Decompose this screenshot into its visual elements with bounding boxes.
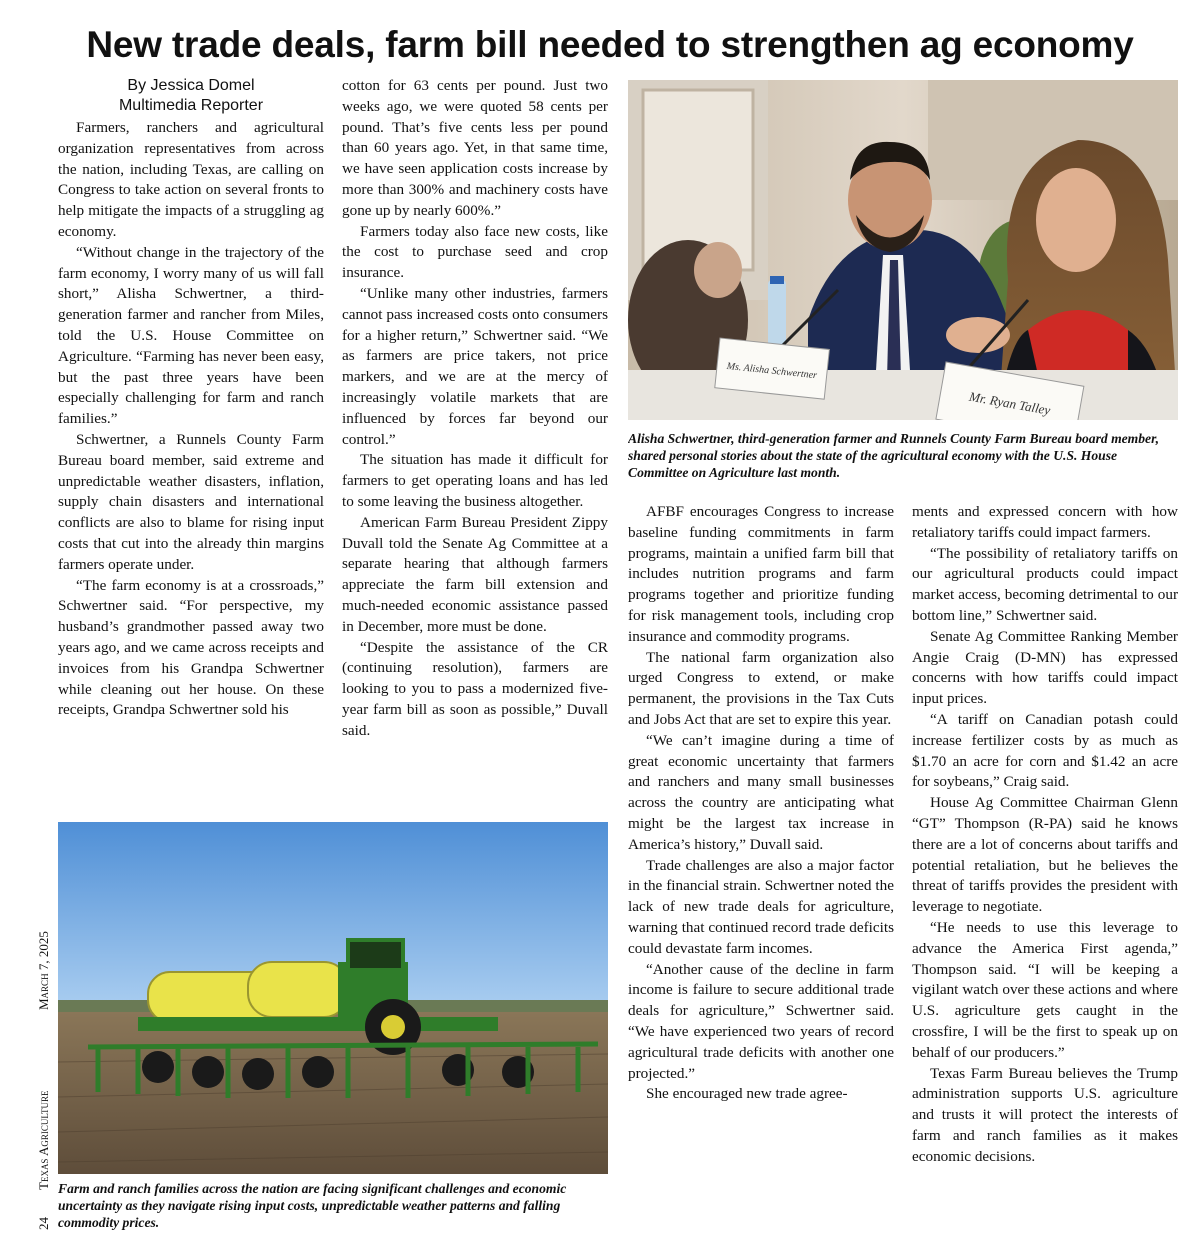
tractor-photo-illustration (58, 822, 608, 1174)
byline (58, 76, 324, 116)
paragraph: Schwertner, a Runnels County Farm Bureau board member, said extreme and unpredictable weather disasters, inflation, supply chain disasters and international conflicts are also to blame for rising input costs that cut into the already thin margins farmers operate under. (58, 430, 324, 573)
paragraph: Farmers today also face new costs, like the cost to purchase seed and crop insurance. (342, 222, 608, 282)
issue-date: March 7, 2025 (36, 931, 51, 1010)
nameplate-schwertner: Ms. Alisha Schwertner (726, 360, 818, 382)
hearing-photo-illustration (628, 80, 1178, 420)
tractor-photo (58, 822, 608, 1174)
paragraph: The national farm organization also urged Congress to extend, or make permanent, the provisions in the Tax Cuts and Jobs Act that are set to expire this year. (628, 648, 894, 728)
byline-title: Multimedia Reporter (118, 97, 264, 114)
paragraph: American Farm Bureau President Zippy Duvall told the Senate Ag Committee at a separate hearing that although farmers appreciate the farm bill extension and much-needed economic assistance passed in December, more must be done. (342, 513, 608, 635)
paragraph: “Another cause of the decline in farm income is failure to secure additional trade deals for agriculture,” Schwertner said. “We have experienced two years of record agricultural trade deficits with another one projected.” (628, 960, 894, 1082)
paragraph: “We can’t imagine during a time of great economic uncertainty that farmers and ranchers and many small businesses across the country are anticipating what might be the largest tax increase in America’s history,” Duvall said. (628, 731, 894, 853)
paragraph: She encouraged new trade agree- (646, 1085, 848, 1103)
paragraph-continued: ments and expressed concern with how retaliatory tariffs could impact farmers. (912, 503, 1178, 541)
paragraph: The situation has made it difficult for farmers to get operating loans and has led to some leaving the business altogether. (342, 451, 608, 510)
article-column-2 (342, 76, 608, 818)
byline-name: By Jessica Domel (127, 77, 255, 94)
paragraph: AFBF encourages Congress to increase baseline funding commitments in farm programs, maintain a unified farm bill that includes nutrition programs and farm programs together and prioritize funding for risk management tools, including crop insurance and commodity programs. (628, 503, 894, 645)
paragraph: House Ag Committee Chairman Glenn “GT” Thompson (R-PA) said he knows there are a lot of concerns about tariffs and potential retaliation, but he believes the threat of tariffs provides the president with leverage to negotiate. (912, 794, 1178, 916)
article-column-1 (58, 118, 324, 818)
publication-name: Texas Agriculture (36, 1090, 51, 1190)
paragraph: Texas Farm Bureau believes the Trump administration supports U.S. agriculture and trusts it will protect the interests of farm and ranch families as it makes economic decisions. (912, 1064, 1178, 1165)
paragraph: “The possibility of retaliatory tariffs on our agricultural products could impact market access, becoming detrimental to our bottom line,” Schwertner said. (912, 544, 1178, 624)
paragraph: Senate Ag Committee Ranking Member Angie Craig (D-MN) has expressed concerns with how tariffs could impact input prices. (912, 627, 1178, 708)
paragraph: “Despite the assistance of the CR (continuing resolution), farmers are looking to you to pass a modernized five-year farm bill as soon as possible,” Duvall said. (342, 638, 608, 739)
paragraph: Trade challenges are also a major factor in the financial strain. Schwertner noted the lack of new trade deals for agriculture, warning that continued record trade deficits could devastate farm incomes. (628, 856, 894, 957)
nameplate-talley: Mr. Ryan Talley (968, 388, 1052, 418)
tractor-photo-caption: Farm and ranch families across the nation are facing significant challenges and economic uncertainty as they navigate rising input costs, unpredictable weather patterns and falling commodity prices. (58, 1181, 567, 1230)
page-folio (22, 900, 66, 1230)
headline: New trade deals, farm bill needed to strengthen ag economy (86, 24, 1134, 65)
paragraph: “Unlike many other industries, farmers cannot pass increased costs onto consumers for a higher return,” Schwertner said. “We as farmers are price takers, not price markers, and we are at the mercy of increasingly volatile markets that are influenced by forces far beyond our control.” (342, 284, 608, 448)
paragraph: “A tariff on Canadian potash could increase fertilizer costs by as much as $1.70 an acre for corn and $1.42 an acre for soybeans,” Craig said. (912, 710, 1178, 791)
paragraph: “Without change in the trajectory of the farm economy, I worry many of us will fall short,” Alisha Schwertner, a third-generation farmer and rancher from Miles, told the U.S. House Committee on Agriculture. “Farming has never been easy, but the past three years have been especially challenging for farm and ranch families.” (58, 243, 324, 428)
page-number: 24 (36, 1217, 51, 1230)
hearing-photo (628, 80, 1178, 420)
paragraph: “The farm economy is at a crossroads,” Schwertner said. “For perspective, my husband’s grandmother passed away two years ago, and we came across receipts and invoices from his Grandpa Schwertner while cleaning out her house. On these receipts, Grandpa Schwertner sold his (58, 576, 324, 719)
paragraph: “He needs to use this leverage to advance the America First agenda,” Thompson said. “I will be keeping a vigilant watch over these actions and where U.S. agriculture gets caught in the crossfire, I will be the first to speak up on behalf of our producers.” (912, 918, 1178, 1061)
hearing-photo-caption: Alisha Schwertner, third-generation farmer and Runnels County Farm Bureau board member, shared personal stories about the state of the agricultural economy with the U.S. House Committee on Agriculture last month. (628, 431, 1160, 480)
article-column-4 (912, 502, 1178, 1242)
paragraph-continued: cotton for 63 cents per pound. Just two weeks ago, we were quoted 58 cents per pound. That’s five cents less per pound than 60 years ago. Yet, in that same time, we have seen application costs increase by more than 300% and machinery costs have gone up by nearly 600%.” (342, 77, 608, 219)
article-column-3 (628, 502, 894, 1242)
paragraph: Farmers, ranchers and agricultural organization representatives from across the nation, including Texas, are calling on Congress to take action on several fronts to help mitigate the impacts of a struggling ag economy. (58, 119, 324, 240)
